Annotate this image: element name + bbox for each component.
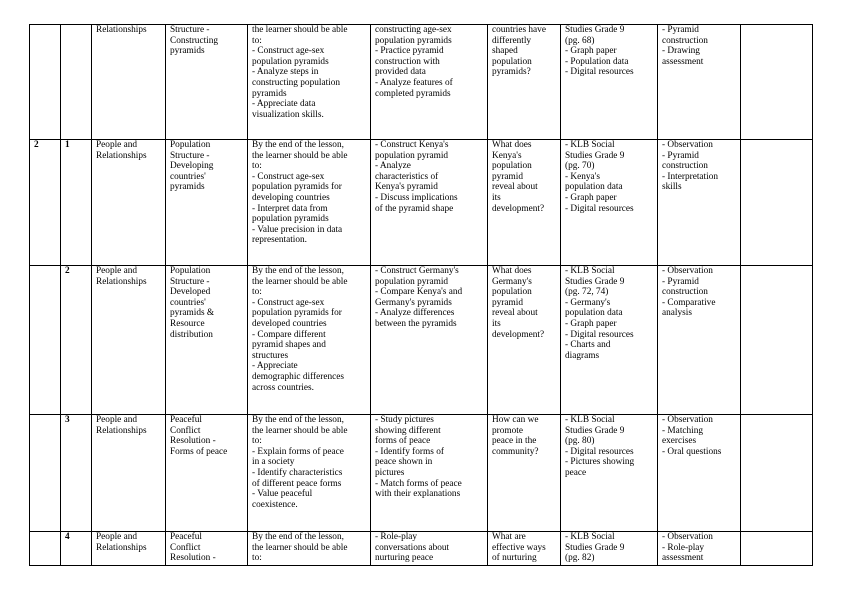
cell-text-line: nurturing peace	[375, 553, 434, 564]
cell-text-line: Studies Grade 9	[565, 25, 625, 35]
cell-text-line: - Population data	[565, 56, 629, 67]
cell-text-line: - Explain forms of peace	[252, 446, 344, 457]
remarks-cell	[741, 415, 813, 532]
cell-text-line: - Construct age-sex	[252, 46, 325, 57]
cell-text-line: - Graph paper	[565, 192, 617, 203]
cell-text-line: to:	[252, 436, 262, 447]
key-inquiry-question-cell	[488, 415, 561, 532]
learning-outcomes-cell	[248, 140, 371, 266]
cell-text-line: - Observation	[662, 140, 713, 150]
cell-text-line: - Construct age-sex	[252, 171, 325, 182]
cell-text-line: population	[492, 56, 532, 67]
lesson-cell: 1	[61, 140, 92, 266]
cell-text-line: By the end of the lesson,	[252, 415, 344, 425]
cell-text-line: - Practice pyramid	[375, 46, 444, 57]
cell-text-line: - Role-play	[662, 542, 705, 553]
cell-text-line: Studies Grade 9	[565, 150, 625, 161]
sub-strand-cell	[166, 532, 248, 566]
cell-text-line: pyramids?	[492, 67, 531, 78]
cell-text-line: diagrams	[565, 350, 600, 361]
cell-text-line: countries have	[492, 25, 546, 35]
cell-text-line: Resolution -	[170, 553, 216, 564]
learning-experiences-cell	[371, 532, 488, 566]
cell-text-line: Peaceful	[170, 415, 203, 425]
cell-text-line: representation.	[252, 235, 307, 246]
cell-text-line: People and	[96, 140, 138, 150]
cell-text-line: in a society	[252, 457, 295, 468]
cell-text-line: - Observation	[662, 266, 713, 276]
learning-experiences-cell	[371, 140, 488, 266]
cell-text-line: - Construct age-sex	[252, 297, 325, 308]
cell-text-line: How can we	[492, 415, 539, 425]
cell-text-line: - Study pictures	[375, 415, 434, 425]
cell-text-line: Relationships	[96, 25, 147, 35]
cell-text-line: - Identify forms of	[375, 446, 444, 457]
cell-text-line: - Matching	[662, 425, 704, 436]
cell-text-line: completed pyramids	[375, 88, 451, 99]
cell-text-line: pyramid	[492, 171, 523, 182]
cell-text-line: - Compare different	[252, 329, 326, 340]
cell-text-line: pyramids &	[170, 308, 215, 319]
table-row	[30, 415, 813, 532]
cell-text-line: developed countries	[252, 318, 327, 329]
cell-text-line: - Construct Kenya's	[375, 140, 449, 150]
strand-cell	[92, 140, 166, 266]
cell-text-line: Germany's	[492, 276, 532, 287]
cell-text-line: construction	[662, 35, 708, 46]
cell-text-line: structures	[252, 350, 289, 361]
cell-text-line: community?	[492, 446, 539, 457]
cell-text-line: People and	[96, 532, 138, 542]
cell-text-line: People and	[96, 415, 138, 425]
remarks-cell	[741, 532, 813, 566]
cell-text-line: forms of peace	[375, 436, 431, 447]
remarks-cell	[741, 25, 813, 140]
cell-text-line: shaped	[492, 46, 518, 57]
assessment-methods-cell	[658, 140, 741, 266]
cell-text-line: conversations about	[375, 542, 450, 553]
sub-strand-cell	[166, 140, 248, 266]
learning-outcomes-cell	[248, 25, 371, 140]
learning-experiences-cell	[371, 266, 488, 415]
cell-text-line: peace	[565, 467, 587, 478]
strand-cell	[92, 532, 166, 566]
remarks-cell	[741, 140, 813, 266]
cell-text-line: pyramids	[170, 182, 205, 193]
cell-text-line: Developed	[170, 287, 211, 298]
cell-text-line: Population	[170, 266, 211, 276]
cell-text-line: - Charts and	[565, 340, 611, 351]
cell-text-line: - KLB Social	[565, 415, 615, 425]
learning-resources-cell	[561, 140, 658, 266]
cell-text-line: to:	[252, 161, 262, 172]
cell-text-line: - Discuss implications	[375, 192, 458, 203]
cell-text-line: Studies Grade 9	[565, 542, 625, 553]
cell-text-line: Kenya's	[492, 150, 522, 161]
cell-text-line: visualization skills.	[252, 109, 324, 120]
cell-text-line: Germany's pyramids	[375, 297, 452, 308]
cell-text-line: peace shown in	[375, 457, 433, 468]
cell-text-line: - Graph paper	[565, 46, 617, 57]
cell-text-line: its	[492, 318, 501, 329]
cell-text-line: pyramids	[252, 88, 287, 99]
cell-text-line: - Analyze	[375, 161, 411, 172]
cell-text-line: - Observation	[662, 532, 713, 542]
cell-text-line: By the end of the lesson,	[252, 140, 344, 150]
cell-text-line: skills	[662, 182, 682, 193]
week-cell	[30, 266, 61, 415]
cell-text-line: - Pictures showing	[565, 457, 635, 468]
key-inquiry-question-cell	[488, 266, 561, 415]
cell-text-line: - Compare Kenya's and	[375, 287, 463, 298]
cell-text-line: Constructing	[170, 35, 219, 46]
cell-text-line: (pg. 68)	[565, 35, 595, 46]
cell-text-line: assessment	[662, 56, 704, 67]
cell-text-line: What does	[492, 140, 532, 150]
cell-text-line: promote	[492, 425, 523, 436]
strand-cell	[92, 415, 166, 532]
cell-text-line: the learner should be able	[252, 150, 348, 161]
cell-text-line: - Observation	[662, 415, 713, 425]
scheme-of-work-table	[29, 24, 813, 566]
cell-text-line: - Drawing	[662, 46, 700, 57]
cell-text-line: demographic differences	[252, 371, 344, 382]
cell-text-line: pyramids	[170, 46, 205, 57]
cell-text-line: with their explanations	[375, 489, 461, 500]
cell-text-line: - Oral questions	[662, 446, 722, 457]
cell-text-line: Structure -	[170, 276, 210, 287]
cell-text-line: What are	[492, 532, 526, 542]
assessment-methods-cell	[658, 415, 741, 532]
cell-text-line: provided data	[375, 67, 426, 78]
cell-text-line: - Construct Germany's	[375, 266, 459, 276]
table-row	[30, 25, 813, 140]
cell-text-line: population data	[565, 308, 623, 319]
cell-text-line: its	[492, 192, 501, 203]
cell-text-line: Conflict	[170, 542, 201, 553]
learning-resources-cell	[561, 266, 658, 415]
cell-text-line: countries'	[170, 297, 206, 308]
assessment-methods-cell	[658, 266, 741, 415]
learning-experiences-cell	[371, 415, 488, 532]
cell-text-line: - Interpretation	[662, 171, 719, 182]
learning-outcomes-cell	[248, 532, 371, 566]
cell-text-line: the learner should be able	[252, 425, 348, 436]
strand-cell	[92, 266, 166, 415]
cell-text-line: - Appreciate data	[252, 99, 316, 110]
cell-text-line: of the pyramid shape	[375, 203, 454, 214]
cell-text-line: countries'	[170, 171, 206, 182]
cell-text-line: exercises	[662, 436, 697, 447]
cell-text-line: - Analyze differences	[375, 308, 455, 319]
cell-text-line: - Analyze steps in	[252, 67, 319, 78]
learning-resources-cell	[561, 415, 658, 532]
cell-text-line: - Digital resources	[565, 329, 634, 340]
cell-text-line: of nurturing	[492, 553, 537, 564]
cell-text-line: People and	[96, 266, 138, 276]
week-cell: 2	[30, 140, 61, 266]
cell-text-line: Relationships	[96, 425, 147, 436]
cell-text-line: Studies Grade 9	[565, 276, 625, 287]
cell-text-line: - Digital resources	[565, 67, 634, 78]
cell-text-line: population data	[565, 182, 623, 193]
remarks-cell	[741, 266, 813, 415]
cell-text-line: Conflict	[170, 425, 201, 436]
cell-text-line: Resolution -	[170, 436, 216, 447]
key-inquiry-question-cell	[488, 140, 561, 266]
cell-text-line: to:	[252, 553, 262, 564]
cell-text-line: Kenya's pyramid	[375, 182, 438, 193]
cell-text-line: to:	[252, 35, 262, 46]
cell-text-line: (pg. 80)	[565, 436, 595, 447]
cell-text-line: - Comparative	[662, 297, 716, 308]
cell-text-line: the learner should be able	[252, 276, 348, 287]
table-row	[30, 266, 813, 415]
cell-text-line: - Value precision in data	[252, 224, 343, 235]
sub-strand-cell	[166, 25, 248, 140]
cell-text-line: - KLB Social	[565, 532, 615, 542]
cell-text-line: - Analyze features of	[375, 77, 453, 88]
cell-text-line: - Role-play	[375, 532, 418, 542]
cell-text-line: population pyramids	[252, 56, 329, 67]
cell-text-line: - Kenya's	[565, 171, 600, 182]
cell-text-line: across countries.	[252, 382, 314, 393]
cell-text-line: construction with	[375, 56, 440, 67]
cell-text-line: development?	[492, 203, 545, 214]
cell-text-line: peace in the	[492, 436, 537, 447]
cell-text-line: - Value peaceful	[252, 489, 313, 500]
cell-text-line: Developing	[170, 161, 214, 172]
cell-text-line: - Graph paper	[565, 318, 617, 329]
cell-text-line: Relationships	[96, 542, 147, 553]
learning-resources-cell	[561, 25, 658, 140]
cell-text-line: of different peace forms	[252, 478, 342, 489]
cell-text-line: reveal about	[492, 308, 538, 319]
cell-text-line: constructing age-sex	[375, 25, 452, 35]
cell-text-line: Relationships	[96, 276, 147, 287]
cell-text-line: - Match forms of peace	[375, 478, 462, 489]
cell-text-line: Structure -	[170, 150, 210, 161]
week-cell	[30, 532, 61, 566]
cell-text-line: - KLB Social	[565, 140, 615, 150]
cell-text-line: assessment	[662, 553, 704, 564]
cell-text-line: developing countries	[252, 192, 330, 203]
cell-text-line: - Pyramid	[662, 276, 699, 287]
cell-text-line: coexistence.	[252, 499, 298, 510]
cell-text-line: (pg. 70)	[565, 161, 595, 172]
key-inquiry-question-cell	[488, 532, 561, 566]
cell-text-line: What does	[492, 266, 532, 276]
cell-text-line: analysis	[662, 308, 692, 319]
cell-text-line: Studies Grade 9	[565, 425, 625, 436]
cell-text-line: pictures	[375, 467, 405, 478]
table-row	[30, 140, 813, 266]
cell-text-line: - Germany's	[565, 297, 611, 308]
cell-text-line: - Interpret data from	[252, 203, 328, 214]
learning-outcomes-cell	[248, 415, 371, 532]
cell-text-line: between the pyramids	[375, 318, 457, 329]
learning-experiences-cell	[371, 25, 488, 140]
cell-text-line: (pg. 82)	[565, 553, 595, 564]
cell-text-line: population pyramid	[375, 150, 449, 161]
strand-cell	[92, 25, 166, 140]
cell-text-line: population pyramids for	[252, 308, 342, 319]
assessment-methods-cell	[658, 25, 741, 140]
table-row	[30, 532, 813, 566]
cell-text-line: - Identify characteristics	[252, 467, 343, 478]
cell-text-line: population pyramid	[375, 276, 449, 287]
learning-outcomes-cell	[248, 266, 371, 415]
lesson-cell: 4	[61, 532, 92, 566]
cell-text-line: distribution	[170, 329, 213, 340]
cell-text-line: Peaceful	[170, 532, 203, 542]
cell-text-line: constructing population	[252, 77, 341, 88]
cell-text-line: - Digital resources	[565, 203, 634, 214]
cell-text-line: construction	[662, 287, 708, 298]
learning-resources-cell	[561, 532, 658, 566]
cell-text-line: - Digital resources	[565, 446, 634, 457]
cell-text-line: (pg. 72, 74)	[565, 287, 609, 298]
cell-text-line: pyramid shapes and	[252, 340, 326, 351]
assessment-methods-cell	[658, 532, 741, 566]
cell-text-line: reveal about	[492, 182, 538, 193]
table-body	[30, 25, 813, 566]
cell-text-line: differently	[492, 35, 532, 46]
lesson-cell	[61, 25, 92, 140]
week-cell	[30, 25, 61, 140]
cell-text-line: the learner should be able	[252, 25, 348, 35]
cell-text-line: Population	[170, 140, 211, 150]
cell-text-line: population pyramids	[375, 35, 452, 46]
key-inquiry-question-cell	[488, 25, 561, 140]
cell-text-line: Forms of peace	[170, 446, 228, 457]
cell-text-line: population pyramids	[252, 214, 329, 225]
cell-text-line: - KLB Social	[565, 266, 615, 276]
cell-text-line: the learner should be able	[252, 542, 348, 553]
cell-text-line: Structure -	[170, 25, 210, 35]
lesson-cell: 3	[61, 415, 92, 532]
cell-text-line: characteristics of	[375, 171, 439, 182]
cell-text-line: Relationships	[96, 150, 147, 161]
cell-text-line: By the end of the lesson,	[252, 532, 344, 542]
cell-text-line: Resource	[170, 318, 205, 329]
lesson-cell: 2	[61, 266, 92, 415]
cell-text-line: population	[492, 161, 532, 172]
cell-text-line: - Appreciate	[252, 361, 298, 372]
cell-text-line: effective ways	[492, 542, 546, 553]
cell-text-line: construction	[662, 161, 708, 172]
cell-text-line: population	[492, 287, 532, 298]
cell-text-line: population pyramids for	[252, 182, 342, 193]
week-cell	[30, 415, 61, 532]
cell-text-line: showing different	[375, 425, 441, 436]
sub-strand-cell	[166, 415, 248, 532]
cell-text-line: development?	[492, 329, 545, 340]
cell-text-line: pyramid	[492, 297, 523, 308]
sub-strand-cell	[166, 266, 248, 415]
cell-text-line: By the end of the lesson,	[252, 266, 344, 276]
cell-text-line: - Pyramid	[662, 25, 699, 35]
cell-text-line: - Pyramid	[662, 150, 699, 161]
cell-text-line: to:	[252, 287, 262, 298]
